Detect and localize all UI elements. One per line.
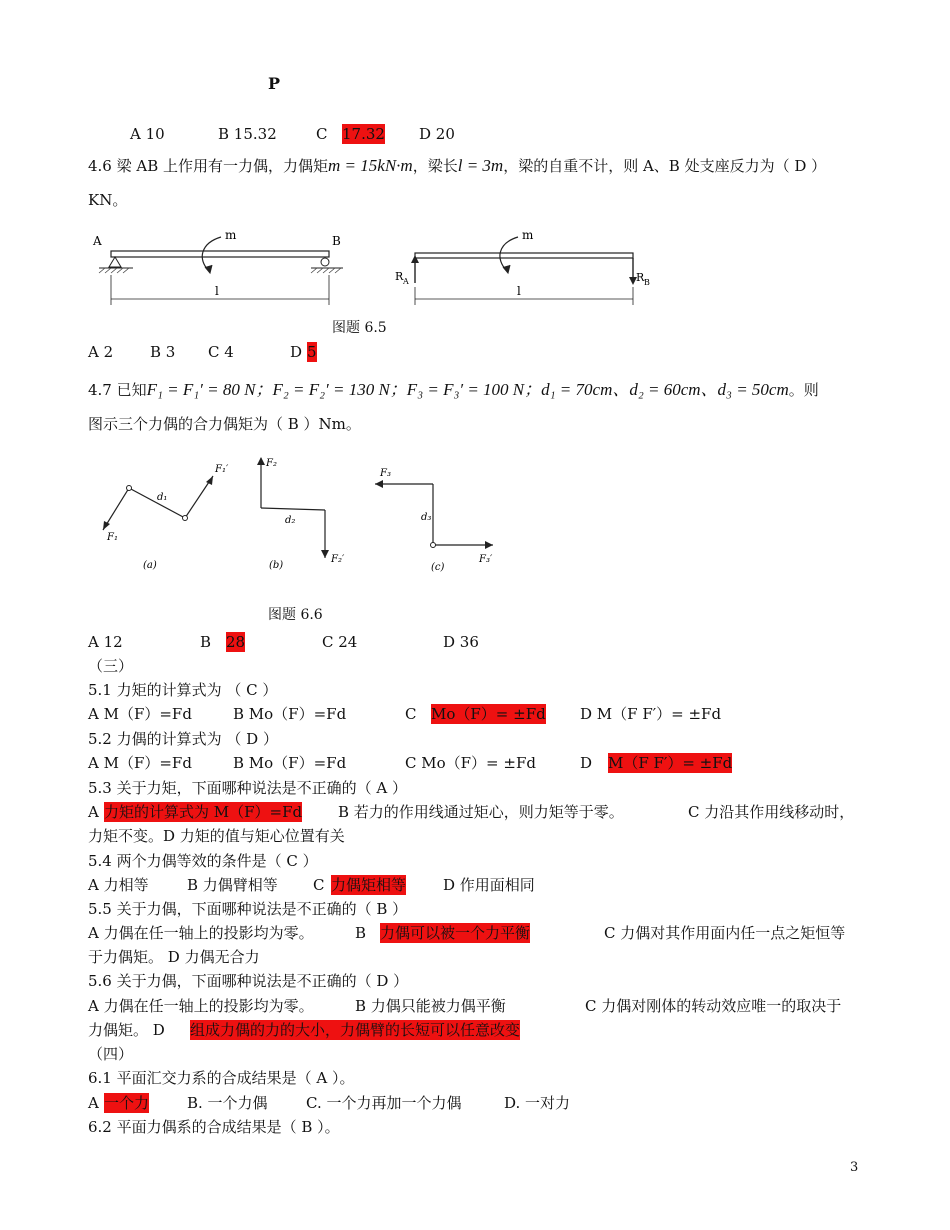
option-b-label: B bbox=[355, 924, 367, 942]
label-b: B bbox=[332, 234, 341, 248]
option-b: B 力偶只能被力偶平衡 bbox=[355, 997, 506, 1015]
page-number: 3 bbox=[850, 1160, 859, 1175]
q55-line2: 于力偶矩。 D 力偶无合力 bbox=[88, 948, 260, 966]
figure-6-6-caption: 图题 6.6 bbox=[268, 607, 323, 623]
label-f3: F₃ bbox=[380, 468, 391, 479]
choice-c-highlight: 17.32 bbox=[342, 125, 385, 143]
option-d: D 作用面相同 bbox=[443, 876, 535, 894]
q46-formula-length: l = 3m bbox=[457, 156, 504, 175]
q46-suffix: ，梁的自重不计，则 A、B 处支座反力为（ D ） bbox=[503, 157, 827, 175]
answer-d-highlight: 5 bbox=[307, 343, 317, 361]
top-label: P bbox=[268, 74, 281, 93]
option-a-label: A bbox=[88, 803, 99, 821]
q56-line2-prefix: 力偶矩。 D bbox=[88, 1021, 165, 1039]
label-f3p: F₃′ bbox=[479, 554, 493, 565]
q52-stem: 5.2 力偶的计算式为 （ D ） bbox=[88, 730, 278, 748]
q53-line2: 力矩不变。D 力矩的值与矩心位置有关 bbox=[88, 827, 345, 845]
answer-b-label: B bbox=[200, 633, 212, 651]
option-d: D M（F F′）= ±Fd bbox=[580, 705, 722, 723]
option-a-highlight: 一个力 bbox=[104, 1094, 150, 1112]
option-b: B 力偶臂相等 bbox=[187, 876, 278, 894]
answer-a: A 12 bbox=[88, 633, 123, 651]
answer-a: A 2 bbox=[88, 343, 114, 361]
answer-c: C 4 bbox=[208, 343, 234, 361]
option-c-label: C bbox=[313, 876, 325, 894]
section-3-heading: （三） bbox=[88, 657, 134, 675]
label-m2: m bbox=[522, 228, 534, 242]
q62-stem: 6.2 平面力偶系的合成结果是（ B ）。 bbox=[88, 1118, 340, 1136]
option-b: B Mo（F）=Fd bbox=[233, 705, 347, 723]
label-ra: R bbox=[395, 270, 404, 283]
option-c-label: C bbox=[405, 705, 417, 723]
label-rb: R bbox=[636, 271, 645, 284]
moment-arrow-2 bbox=[503, 265, 510, 273]
answer-c: C 24 bbox=[322, 633, 358, 651]
beam-left bbox=[111, 251, 329, 257]
option-a: A M（F）=Fd bbox=[88, 705, 192, 723]
option-b: B 若力的作用线通过矩心，则力矩等于零。 bbox=[338, 803, 624, 821]
q47-suffix: 。则 bbox=[788, 381, 819, 399]
q51-stem: 5.1 力矩的计算式为 （ C ） bbox=[88, 681, 278, 699]
figure-6-6 bbox=[95, 450, 505, 590]
option-b: B. 一个力偶 bbox=[187, 1094, 268, 1112]
option-b-highlight: 力偶可以被一个力平衡 bbox=[380, 924, 531, 942]
label-a-sub: (a) bbox=[143, 560, 157, 571]
option-d: D. 一对力 bbox=[504, 1094, 571, 1112]
label-l1: l bbox=[215, 284, 219, 298]
option-a: A 力相等 bbox=[88, 876, 149, 894]
option-c: C 力偶对刚体的转动效应唯一的取决于 bbox=[585, 997, 842, 1015]
q55-stem: 5.5 关于力偶，下面哪种说法是不正确的（ B ） bbox=[88, 900, 408, 918]
figure-6-6-b bbox=[257, 457, 345, 571]
label-f1: F₁ bbox=[107, 532, 118, 543]
option-c: C 力沿其作用线移动时， bbox=[688, 803, 855, 821]
option-c-highlight: Mo（F）= ±Fd bbox=[431, 705, 546, 723]
q54-stem: 5.4 两个力偶等效的条件是（ C ） bbox=[88, 852, 318, 870]
q61-stem: 6.1 平面汇交力系的合成结果是（ A ）。 bbox=[88, 1069, 355, 1087]
option-d-highlight: 组成力偶的力的大小，力偶臂的长短可以任意改变 bbox=[190, 1021, 521, 1039]
q47-stem-line2: 图示三个力偶的合力偶矩为（ B ）Nm。 bbox=[88, 415, 361, 433]
answer-d-label: D bbox=[290, 343, 303, 361]
label-d1: d₁ bbox=[157, 492, 168, 503]
label-rb-sub: B bbox=[644, 278, 650, 287]
option-b: B Mo（F）=Fd bbox=[233, 754, 347, 772]
support-a bbox=[99, 257, 133, 273]
answer-b: B 3 bbox=[150, 343, 176, 361]
figure-6-6-a bbox=[103, 464, 229, 571]
q46-prefix: 4.6 梁 AB 上作用有一力偶，力偶矩 bbox=[88, 157, 329, 175]
option-c: C 力偶对其作用面内任一点之矩恒等 bbox=[604, 924, 846, 942]
q46-stem bbox=[88, 156, 826, 176]
q56-stem: 5.6 关于力偶，下面哪种说法是不正确的（ D ） bbox=[88, 972, 409, 990]
label-d3: d₃ bbox=[421, 512, 432, 523]
choice-a: A 10 bbox=[130, 125, 165, 143]
label-m1: m bbox=[225, 228, 237, 242]
option-a: A 力偶在任一轴上的投影均为零。 bbox=[88, 997, 314, 1015]
option-a: A 力偶在任一轴上的投影均为零。 bbox=[88, 924, 314, 942]
answer-b-highlight: 28 bbox=[226, 633, 246, 651]
q46-mid: ，梁长 bbox=[412, 157, 458, 175]
option-c-highlight: 力偶矩相等 bbox=[331, 876, 407, 894]
moment-arrow-1 bbox=[205, 265, 212, 273]
q47-stem bbox=[88, 380, 819, 400]
label-f1p: F₁′ bbox=[215, 464, 229, 475]
label-ra-sub: A bbox=[403, 277, 409, 286]
option-d-label: D bbox=[580, 754, 593, 772]
choice-d: D 20 bbox=[419, 125, 455, 143]
label-l2: l bbox=[517, 284, 521, 298]
label-b-sub: (b) bbox=[269, 560, 284, 571]
figure-6-5-caption: 图题 6.5 bbox=[332, 320, 387, 336]
option-a: A M（F）=Fd bbox=[88, 754, 192, 772]
q47-prefix: 4.7 已知 bbox=[88, 381, 147, 399]
choice-b: B 15.32 bbox=[218, 125, 277, 143]
q47-formula: F₁ = F₁′ = 80 N；F₂ = F₂′ = 130 N；F₃ = F₃′ = 100 N；d₁ = 70cm、d₂ = 60cm、d₃ = 50cm bbox=[146, 380, 789, 399]
label-d2: d₂ bbox=[285, 515, 296, 526]
support-b bbox=[311, 258, 343, 273]
label-c-sub: (c) bbox=[431, 562, 445, 573]
option-c: C Mo（F）= ±Fd bbox=[405, 754, 536, 772]
figure-6-6-c bbox=[375, 468, 493, 573]
option-a-label: A bbox=[88, 1094, 99, 1112]
label-f2: F₂ bbox=[266, 458, 277, 469]
option-d-highlight: M（F F′）= ±Fd bbox=[608, 754, 733, 772]
answer-d: D 36 bbox=[443, 633, 479, 651]
q46-formula-moment: m = 15kN·m bbox=[328, 156, 413, 175]
option-a-highlight: 力矩的计算式为 M（F）=Fd bbox=[104, 803, 303, 821]
beam-right bbox=[415, 253, 633, 258]
q46-stem-line2: KN。 bbox=[88, 191, 128, 209]
label-f2p: F₂′ bbox=[331, 554, 345, 565]
q53-stem: 5.3 关于力矩，下面哪种说法是不正确的（ A ） bbox=[88, 779, 407, 797]
figure-6-5 bbox=[85, 225, 665, 315]
option-c: C. 一个力再加一个力偶 bbox=[306, 1094, 462, 1112]
label-a: A bbox=[93, 234, 102, 248]
section-4-heading: （四） bbox=[88, 1045, 134, 1063]
choice-c-label: C bbox=[316, 125, 328, 143]
